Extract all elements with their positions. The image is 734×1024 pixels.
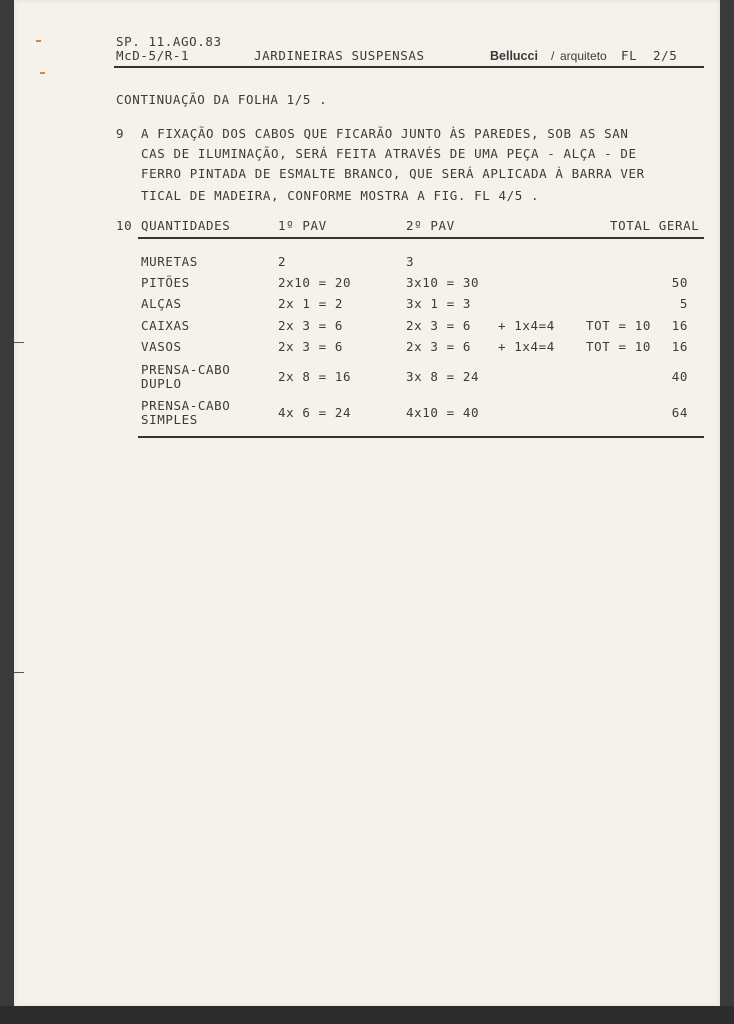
item-10-number: 10	[116, 218, 133, 233]
table-cell-total: 50	[671, 275, 688, 290]
brand-role: arquiteto	[560, 49, 607, 63]
table-cell-total: 16	[671, 318, 688, 333]
table-footer-rule	[138, 436, 704, 438]
scanner-background	[0, 1006, 734, 1024]
table-cell-tot: TOT = 10	[586, 339, 652, 354]
table-row-name: MURETAS	[141, 254, 198, 269]
brand-separator: /	[551, 49, 555, 63]
continuation-note: CONTINUAÇÃO DA FOLHA 1/5 .	[116, 92, 328, 107]
table-cell-pav1: 2x10 = 20	[278, 275, 352, 290]
table-header-rule	[138, 237, 704, 239]
table-cell-pav2: 3	[406, 254, 415, 269]
table-row-name: CAIXAS	[141, 318, 190, 333]
sheet-number: 2/5	[653, 48, 678, 63]
table-row-name: ALÇAS	[141, 296, 182, 311]
item-9-line: FERRO PINTADA DE ESMALTE BRANCO, QUE SERÁ APLICADA À BARRA VER	[141, 166, 645, 181]
sheet-label: FL	[621, 48, 638, 63]
header-date: SP. 11.AGO.83	[116, 34, 222, 49]
table-cell-total: 64	[671, 405, 688, 420]
table-cell-total: 5	[679, 296, 688, 311]
pav2-header: 2º PAV	[406, 218, 455, 233]
table-cell-pav2: 2x 3 = 6	[406, 339, 472, 354]
table-row-name: PRENSA-CABO	[141, 362, 231, 377]
table-cell-pav2: 3x 1 = 3	[406, 296, 472, 311]
header-rule	[114, 66, 704, 68]
item-9-line: CAS DE ILUMINAÇÃO, SERÁ FEITA ATRAVÉS DE UMA PEÇA - ALÇA - DE	[141, 146, 637, 161]
pav1-header: 1º PAV	[278, 218, 327, 233]
item-9-line: TICAL DE MADEIRA, CONFORME MOSTRA A FIG. FL 4/5 .	[141, 188, 540, 203]
table-row-name: DUPLO	[141, 376, 182, 391]
table-cell-pav2: 2x 3 = 6	[406, 318, 472, 333]
total-header: TOTAL GERAL	[610, 218, 700, 233]
table-cell-pav2: 3x10 = 30	[406, 275, 480, 290]
table-cell-pav2: 3x 8 = 24	[406, 369, 480, 384]
table-cell-tot: TOT = 10	[586, 318, 652, 333]
brand-name: Bellucci	[490, 49, 538, 63]
table-cell-total: 40	[671, 369, 688, 384]
table-cell-pav1: 2x 3 = 6	[278, 339, 344, 354]
item-9-number: 9	[116, 126, 125, 141]
table-cell-pav1: 2x 1 = 2	[278, 296, 344, 311]
table-cell-extra: + 1x4=4	[498, 339, 555, 354]
table-cell-total: 16	[671, 339, 688, 354]
table-row-name: VASOS	[141, 339, 182, 354]
table-cell-extra: + 1x4=4	[498, 318, 555, 333]
table-cell-pav1: 2x 3 = 6	[278, 318, 344, 333]
margin-mark	[36, 40, 41, 42]
table-row-name: SIMPLES	[141, 412, 198, 427]
item-9-line: A FIXAÇÃO DOS CABOS QUE FICARÃO JUNTO ÀS PAREDES, SOB AS SAN	[141, 126, 629, 141]
table-row-name: PRENSA-CABO	[141, 398, 231, 413]
table-cell-pav1: 4x 6 = 24	[278, 405, 352, 420]
table-cell-pav1: 2	[278, 254, 287, 269]
table-cell-pav1: 2x 8 = 16	[278, 369, 352, 384]
margin-tick	[14, 342, 24, 343]
quantities-header: QUANTIDADES	[141, 218, 231, 233]
table-cell-pav2: 4x10 = 40	[406, 405, 480, 420]
margin-tick	[14, 672, 24, 673]
table-row-name: PITÕES	[141, 275, 190, 290]
header-ref: McD-5/R-1	[116, 48, 190, 63]
margin-mark	[40, 72, 45, 74]
header-title: JARDINEIRAS SUSPENSAS	[254, 48, 425, 63]
